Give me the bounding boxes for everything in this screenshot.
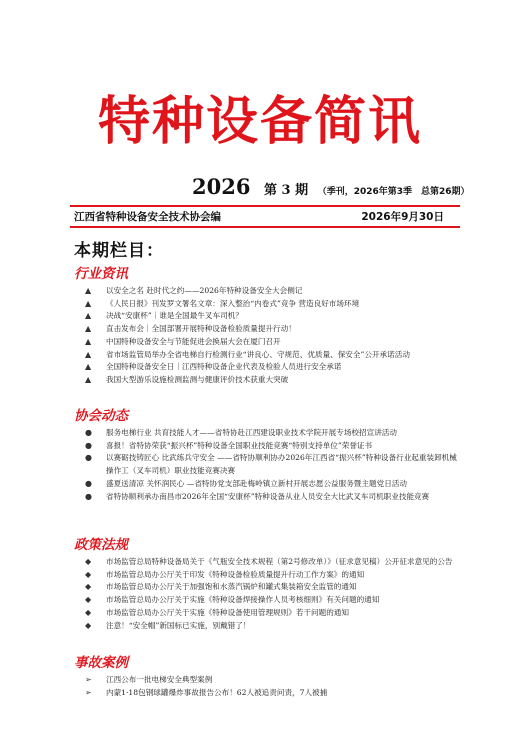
publisher-name: 江西省特种设备安全技术协会编 bbox=[74, 211, 221, 223]
section-title: 事故案例 bbox=[74, 655, 128, 671]
list-item[interactable]: ◆ 市场监管总局办公厅关于印发《特种设备检验质量提升行动工作方案》的通知 bbox=[74, 569, 464, 582]
section-title: 行业资讯 bbox=[74, 266, 128, 282]
issue-number: 第 3 期 bbox=[264, 183, 309, 198]
list-item[interactable]: ◆ 注意！“安全帽”新国标已实施，别戴错了！ bbox=[74, 620, 464, 633]
issue-detail: （季刊，2026年第3季 总第26期） bbox=[317, 187, 470, 197]
list-item[interactable]: ▲ 省市场监管局举办全省电梯自行检测行业“讲良心、守规范、优质量、保安全”公开承诺活动 bbox=[74, 349, 464, 362]
section-title: 政策法规 bbox=[74, 537, 128, 553]
list-item[interactable]: ▲ 全国特种设备安全日｜江西特种设备企业代表及检验人员进行安全承诺 bbox=[74, 361, 464, 374]
section-association-news bbox=[74, 407, 464, 503]
section-title: 协会动态 bbox=[74, 408, 128, 424]
newsletter-masthead: 特种设备简讯 bbox=[97, 92, 422, 152]
triangle-bullet-icon: ▲ bbox=[85, 374, 92, 384]
list-item[interactable]: ● 以赛砺技铸匠心 比武练兵守安全 ——省特协顺利协办2026年江西省“振兴杯”特种设备行业起重装卸机械操作工（叉车司机）职业技能竞赛决赛 bbox=[85, 453, 457, 476]
publisher-row bbox=[74, 209, 458, 223]
triangle-bullet-icon: ▲ bbox=[85, 298, 92, 308]
list-item[interactable]: ● 喜报！省特协荣获“振兴杯”特种设备全国职业技能竞赛“特别支持单位”荣誉证书 bbox=[74, 440, 464, 453]
list-item[interactable]: ▲ 我国大型游乐设施检测监测与健康评价技术获重大突破 bbox=[74, 374, 464, 387]
triangle-bullet-icon: ▲ bbox=[85, 336, 92, 346]
triangle-bullet-icon: ▲ bbox=[85, 311, 92, 321]
header-rule-bottom bbox=[70, 226, 460, 228]
list-item[interactable]: ➢ 内蒙1·18包钢球罐爆炸事故报告公布！62人被追责问责，7人被捕 bbox=[74, 687, 464, 700]
section-accident-cases bbox=[74, 654, 464, 699]
triangle-bullet-icon: ▲ bbox=[85, 286, 92, 295]
header-rule-top bbox=[70, 205, 460, 207]
diamond-bullet-icon: ◆ bbox=[85, 569, 92, 579]
list-item[interactable]: ▲ 《人民日报》刊发罗文署名文章：深入整治“内卷式”竞争 营造良好市场环境 bbox=[74, 298, 464, 311]
section-industry-news bbox=[74, 265, 464, 387]
list-item[interactable]: ◆ 市场监管总局特种设备局关于《气瓶安全技术规程（第2号修改单）》（征求意见稿）公开征求意见的公告 bbox=[74, 556, 464, 569]
toc-title: 本期栏目： bbox=[74, 241, 164, 261]
section-policy-regulations bbox=[74, 536, 464, 632]
list-item[interactable]: ◆ 市场监管总局办公厅关于实施《特种设备焊接操作人员考核细则》有关问题的通知 bbox=[74, 594, 464, 607]
triangle-bullet-icon: ▲ bbox=[85, 362, 92, 372]
diamond-bullet-icon: ◆ bbox=[85, 607, 92, 617]
issue-date: 2026年9月30日 bbox=[361, 211, 444, 223]
diamond-bullet-icon: ◆ bbox=[85, 620, 92, 630]
circle-bullet-icon: ● bbox=[85, 428, 92, 437]
list-item[interactable]: ▲ 直击发布会｜全国部署开展特种设备检验质量提升行动！ bbox=[74, 323, 464, 336]
list-item[interactable]: ◆ 市场监管总局办公厅关于实施《特种设备使用管理规则》若干问题的通知 bbox=[74, 607, 464, 620]
list-item[interactable]: ● 服务电梯行业 共育技能人才——省特协赴江西建设职业技术学院开展专场校招宣讲活动 bbox=[74, 427, 464, 440]
diamond-bullet-icon: ◆ bbox=[85, 557, 92, 566]
triangle-bullet-icon: ▲ bbox=[85, 349, 92, 359]
list-item[interactable]: ▲ 中国特种设备安全与节能促进会换届大会在厦门召开 bbox=[74, 336, 464, 349]
list-item[interactable]: ◆ 市场监管总局办公厅关于加强饱和水蒸汽锅炉和罐式集装箱安全监管的通知 bbox=[74, 581, 464, 594]
circle-bullet-icon: ● bbox=[85, 453, 92, 463]
list-item[interactable]: ▲ 决战“安康杯”｜谁是全国最牛叉车司机？ bbox=[74, 310, 464, 323]
list-item[interactable]: ▲ 以安全之名 赴时代之约——2026年特种设备安全大会侧记 bbox=[74, 285, 464, 298]
issue-line bbox=[192, 174, 470, 199]
diamond-bullet-icon: ◆ bbox=[85, 595, 92, 605]
diamond-bullet-icon: ◆ bbox=[85, 582, 92, 592]
circle-bullet-icon: ● bbox=[85, 491, 92, 501]
arrow-bullet-icon: ➢ bbox=[85, 675, 92, 684]
list-item[interactable]: ● 省特协顺利承办南昌市2026年全国“安康杯”特种设备从业人员安全大比武叉车司机职业技能竞赛 bbox=[74, 491, 464, 504]
list-item[interactable]: ● 盛夏送清凉 关怀润民心 —省特协党支部赴梅岭镇立新村开展志愿公益服务暨主题党日活动 bbox=[74, 478, 464, 491]
list-item[interactable]: ➢ 江西公布一批电梯安全典型案例 bbox=[74, 674, 464, 687]
arrow-bullet-icon: ➢ bbox=[85, 687, 92, 697]
triangle-bullet-icon: ▲ bbox=[85, 324, 92, 334]
circle-bullet-icon: ● bbox=[85, 478, 92, 488]
circle-bullet-icon: ● bbox=[85, 440, 92, 450]
issue-year: 2026 bbox=[192, 174, 251, 199]
